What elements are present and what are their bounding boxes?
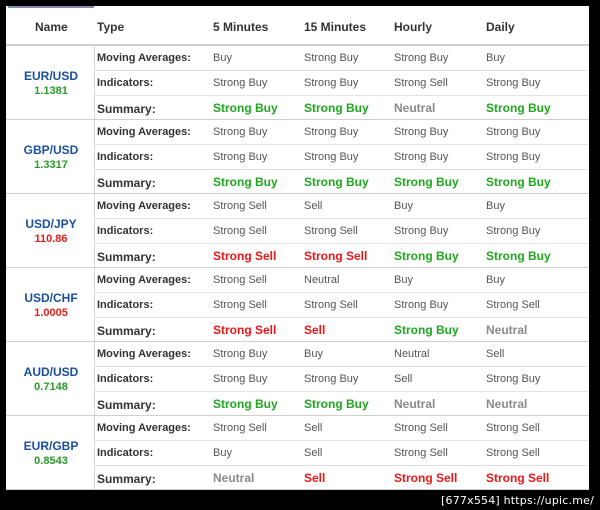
signal-hourly: Strong Buy — [394, 299, 449, 311]
signal-5-minutes: Strong Buy — [213, 77, 268, 89]
row-type-label: Moving Averages: — [97, 274, 191, 286]
signal-daily: Strong Sell — [486, 299, 540, 311]
signal-hourly: Neutral — [394, 101, 436, 115]
row-type-label: Moving Averages: — [97, 348, 191, 360]
pair-price: 1.0005 — [34, 307, 68, 319]
signal-hourly: Buy — [394, 200, 413, 212]
signal-daily: Strong Buy — [486, 77, 541, 89]
signal-15-minutes: Strong Buy — [304, 101, 369, 115]
signal-daily: Strong Sell — [486, 471, 550, 485]
signal-5-minutes: Strong Buy — [213, 373, 268, 385]
header-daily: Daily — [486, 20, 515, 34]
pair-block-aud-usd — [6, 342, 589, 416]
row-moving-averages — [94, 120, 589, 145]
signal-daily: Strong Buy — [486, 126, 541, 138]
signal-15-minutes: Strong Buy — [304, 397, 369, 411]
signal-hourly: Strong Buy — [394, 126, 449, 138]
signal-hourly: Strong Buy — [394, 225, 449, 237]
signal-hourly: Strong Buy — [394, 52, 449, 64]
header-name: Name — [35, 20, 68, 34]
row-type-label: Indicators: — [97, 447, 154, 459]
row-type-label: Moving Averages: — [97, 422, 191, 434]
row-moving-averages — [94, 342, 589, 367]
pair-symbol-link[interactable]: USD/CHF — [24, 291, 78, 305]
signal-hourly: Neutral — [394, 397, 436, 411]
row-type-label: Indicators: — [97, 77, 154, 89]
signal-daily: Neutral — [486, 323, 528, 337]
row-type-label: Summary: — [97, 250, 156, 264]
signal-5-minutes: Strong Sell — [213, 225, 267, 237]
row-moving-averages — [94, 194, 589, 219]
pair-name-cell — [8, 194, 95, 268]
signal-15-minutes: Strong Sell — [304, 225, 358, 237]
signal-5-minutes: Strong Buy — [213, 397, 278, 411]
signal-5-minutes: Strong Sell — [213, 323, 277, 337]
pair-block-usd-jpy — [6, 194, 589, 268]
signal-daily: Buy — [486, 52, 505, 64]
row-type-label: Summary: — [97, 176, 156, 190]
image-host-caption: [677x554] https://upic.me/ — [441, 494, 594, 507]
signal-hourly: Strong Buy — [394, 323, 459, 337]
signal-15-minutes: Strong Buy — [304, 151, 359, 163]
row-type-label: Moving Averages: — [97, 126, 191, 138]
row-type-label: Summary: — [97, 324, 156, 338]
signal-15-minutes: Strong Sell — [304, 299, 358, 311]
signal-daily: Strong Buy — [486, 101, 551, 115]
pair-symbol-link[interactable]: GBP/USD — [23, 143, 79, 157]
row-moving-averages — [94, 268, 589, 293]
signal-daily: Neutral — [486, 397, 528, 411]
row-moving-averages — [94, 46, 589, 71]
table-header — [6, 13, 589, 44]
row-summary — [94, 465, 589, 490]
signal-5-minutes: Strong Buy — [213, 126, 268, 138]
pair-price: 1.3317 — [34, 159, 68, 171]
pair-block-gbp-usd — [6, 120, 589, 194]
pair-price: 110.86 — [34, 233, 68, 245]
pair-block-usd-chf — [6, 268, 589, 342]
header-type: Type — [97, 20, 125, 34]
pair-price: 0.8543 — [34, 455, 68, 467]
signal-5-minutes: Strong Buy — [213, 175, 278, 189]
signal-15-minutes: Sell — [304, 447, 323, 459]
signal-daily: Strong Buy — [486, 249, 551, 263]
signal-daily: Strong Buy — [486, 175, 551, 189]
signal-5-minutes: Strong Sell — [213, 274, 267, 286]
signal-5-minutes: Buy — [213, 447, 232, 459]
row-summary — [94, 317, 589, 342]
signal-hourly: Strong Sell — [394, 422, 448, 434]
signal-5-minutes: Strong Buy — [213, 101, 278, 115]
signal-15-minutes: Strong Buy — [304, 373, 359, 385]
pair-block-eur-usd — [6, 46, 589, 120]
pair-name-cell — [8, 416, 95, 490]
signal-15-minutes: Sell — [304, 422, 323, 434]
row-type-label: Moving Averages: — [97, 52, 191, 64]
signal-hourly: Strong Sell — [394, 471, 458, 485]
pair-block-eur-gbp — [6, 416, 589, 490]
signal-hourly: Buy — [394, 274, 413, 286]
pair-price: 0.7148 — [34, 381, 68, 393]
pair-name-cell — [8, 120, 95, 194]
header-15-minutes: 15 Minutes — [304, 20, 367, 34]
signal-hourly: Strong Buy — [394, 151, 449, 163]
row-summary — [94, 391, 589, 416]
signal-5-minutes: Strong Sell — [213, 299, 267, 311]
signal-hourly: Sell — [394, 373, 413, 385]
pair-symbol-link[interactable]: EUR/GBP — [23, 439, 79, 453]
signal-5-minutes: Neutral — [213, 471, 255, 485]
row-type-label: Indicators: — [97, 373, 154, 385]
signal-daily: Sell — [486, 348, 505, 360]
row-summary — [94, 169, 589, 194]
row-type-label: Indicators: — [97, 225, 154, 237]
signal-15-minutes: Buy — [304, 348, 323, 360]
header-hourly: Hourly — [394, 20, 433, 34]
row-type-label: Summary: — [97, 472, 156, 486]
row-summary — [94, 95, 589, 120]
row-moving-averages — [94, 416, 589, 441]
pair-symbol-link[interactable]: USD/JPY — [25, 217, 77, 231]
row-indicators — [94, 441, 589, 466]
block-separator — [6, 489, 589, 490]
signal-15-minutes: Strong Buy — [304, 175, 369, 189]
signal-15-minutes: Strong Buy — [304, 126, 359, 138]
pair-name-cell — [8, 46, 95, 120]
row-summary — [94, 243, 589, 268]
signal-15-minutes: Sell — [304, 323, 326, 337]
signal-daily: Strong Sell — [486, 447, 540, 459]
row-type-label: Indicators: — [97, 151, 154, 163]
signal-5-minutes: Buy — [213, 52, 232, 64]
signal-hourly: Strong Sell — [394, 447, 448, 459]
signal-15-minutes: Sell — [304, 471, 326, 485]
signal-daily: Buy — [486, 200, 505, 212]
signal-hourly: Strong Buy — [394, 175, 459, 189]
signal-15-minutes: Strong Sell — [304, 249, 368, 263]
signal-5-minutes: Strong Sell — [213, 200, 267, 212]
header-accent-line — [8, 6, 94, 8]
pair-name-cell — [8, 342, 95, 416]
signal-5-minutes: Strong Buy — [213, 348, 268, 360]
row-indicators — [94, 293, 589, 318]
signal-daily: Strong Sell — [486, 422, 540, 434]
row-type-label: Indicators: — [97, 299, 154, 311]
pair-price: 1.1381 — [34, 85, 68, 97]
signal-15-minutes: Strong Buy — [304, 52, 359, 64]
pair-name-cell — [8, 268, 95, 342]
signal-5-minutes: Strong Sell — [213, 422, 267, 434]
technical-summary-table — [6, 6, 589, 490]
row-indicators — [94, 145, 589, 170]
pair-symbol-link[interactable]: AUD/USD — [23, 365, 79, 379]
signal-15-minutes: Strong Buy — [304, 77, 359, 89]
signal-5-minutes: Strong Sell — [213, 249, 277, 263]
row-indicators — [94, 219, 589, 244]
signal-5-minutes: Strong Buy — [213, 151, 268, 163]
signal-daily: Buy — [486, 274, 505, 286]
signal-daily: Strong Buy — [486, 151, 541, 163]
signal-daily: Strong Buy — [486, 373, 541, 385]
signal-15-minutes: Neutral — [304, 274, 340, 286]
row-type-label: Summary: — [97, 398, 156, 412]
signal-daily: Strong Buy — [486, 225, 541, 237]
pair-symbol-link[interactable]: EUR/USD — [23, 69, 78, 83]
signal-hourly: Strong Buy — [394, 249, 459, 263]
header-5-minutes: 5 Minutes — [213, 20, 269, 34]
row-indicators — [94, 367, 589, 392]
row-type-label: Moving Averages: — [97, 200, 191, 212]
row-type-label: Summary: — [97, 102, 156, 116]
signal-15-minutes: Sell — [304, 200, 323, 212]
signal-hourly: Strong Sell — [394, 77, 448, 89]
signal-hourly: Neutral — [394, 348, 430, 360]
row-indicators — [94, 71, 589, 96]
